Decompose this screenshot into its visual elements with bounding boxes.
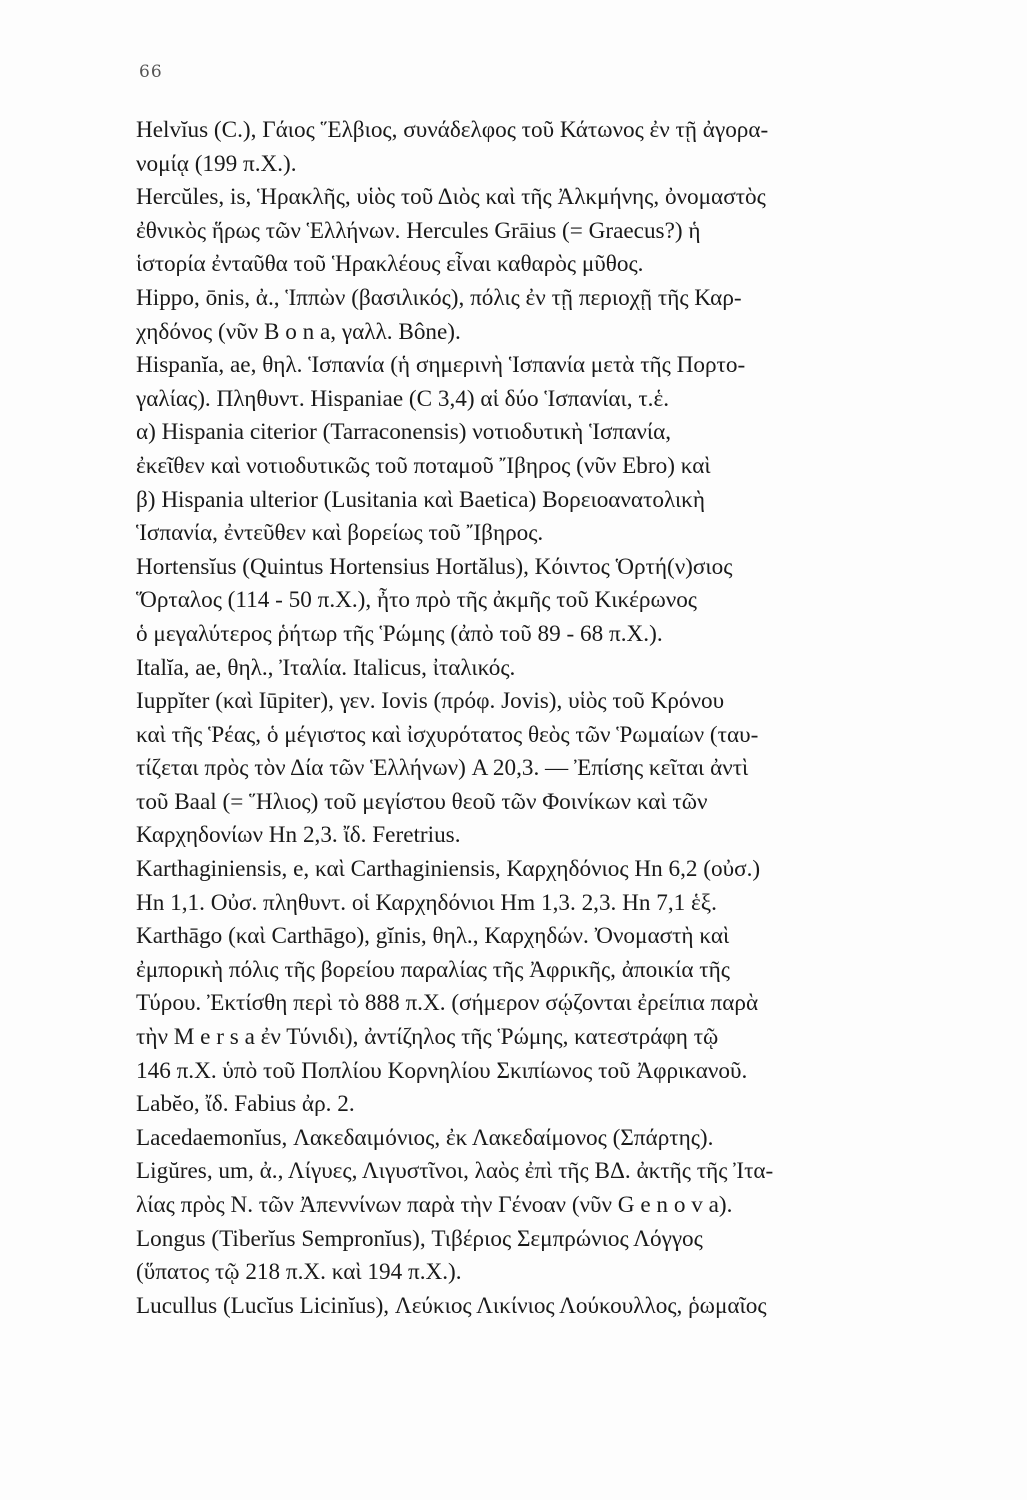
- entry-headword-line: Helvĭus (C.), Γάιος Ἕλβιος, συνάδελφος τοῦ Κάτωνος ἐν τῇ ἀγορα-: [136, 117, 769, 143]
- entry-headword-line: Lucullus (Lucĭus Licinĭus), Λεύκιος Λικίνιος Λούκουλλος, ῥωμαῖος: [136, 1292, 767, 1319]
- dictionary-entry: [136, 920, 966, 1088]
- dictionary-entry: [136, 1290, 966, 1324]
- entry-continuation-line: Τύρου. Ἐκτίσθη περὶ τὸ 888 π.Χ. (σήμερον σῴζονται ἐρείπια παρὰ: [136, 990, 759, 1017]
- dictionary-entry: [136, 349, 966, 551]
- entry-headword-line: Italĭa, ae, θηλ., Ἰταλία. Italicus, ἰταλικός.: [136, 654, 516, 681]
- dictionary-entry: [136, 1088, 966, 1122]
- entry-headword-line: Hercŭles, is, Ἡρακλῆς, υἱὸς τοῦ Διὸς καὶ τῆς Ἀλκμήνης, ὀνομαστὸς: [136, 184, 766, 211]
- entry-headword-line: Hippo, ōnis, ἀ., Ἱππὼν (βασιλικός), πόλις ἐν τῇ περιοχῇ τῆς Καρ-: [136, 284, 742, 311]
- entry-continuation-line: ἐθνικὸς ἥρως τῶν Ἑλλήνων. Hercules Grāius (= Graecus?) ἡ: [136, 217, 701, 244]
- dictionary-entry: [136, 114, 966, 181]
- entry-headword-line: Hortensĭus (Quintus Hortensius Hortălus), Κόιντος Ὁρτή(ν)σιος: [136, 553, 733, 580]
- dictionary-entry: [136, 853, 966, 920]
- entry-continuation-line: τὴν M e r s a ἐν Τύνιδι), ἀντίζηλος τῆς Ῥώμης, κατεστράφη τῷ: [136, 1024, 719, 1051]
- entry-continuation-line: Καρχηδονίων Hn 2,3. ἴδ. Feretrius.: [136, 822, 461, 849]
- entry-continuation-line: χηδόνος (νῦν B o n a, γαλλ. Bône).: [136, 318, 461, 345]
- dictionary-entry: [136, 1223, 966, 1290]
- entry-headword-line: Ligŭres, um, ἀ., Λίγυες, Λιγυστῖνοι, λαὸς ἐπὶ τῆς ΒΔ. ἀκτῆς τῆς Ἰτα-: [136, 1158, 774, 1185]
- entry-continuation-line: Ἱσπανία, ἐντεῦθεν καὶ βορείως τοῦ Ἴβηρος.: [136, 520, 544, 547]
- dictionary-entry: [136, 181, 966, 282]
- entry-continuation-line: νομίᾳ (199 π.Χ.).: [136, 150, 297, 177]
- entry-continuation-line: γαλίας). Πληθυντ. Hispaniae (C 3,4) αἱ δύο Ἱσπανίαι, τ.ἑ.: [136, 385, 670, 412]
- dictionary-entry: [136, 551, 966, 652]
- entry-continuation-line: ὁ μεγαλύτερος ῥήτωρ τῆς Ῥώμης (ἀπὸ τοῦ 89 - 68 π.Χ.).: [136, 620, 663, 647]
- entry-continuation-line: καὶ τῆς Ῥέας, ὁ μέγιστος καὶ ἰσχυρότατος θεὸς τῶν Ῥωμαίων (ταυ-: [136, 721, 759, 748]
- entry-headword-line: Longus (Tiberĭus Sempronĭus), Τιβέριος Σεμπρώνιος Λόγγος: [136, 1225, 703, 1252]
- entry-headword-line: Karthaginiensis, e, καὶ Carthaginiensis, Καρχηδόνιος Hn 6,2 (οὐσ.): [136, 856, 761, 883]
- entry-headword-line: Labĕo, ἴδ. Fabius ἀρ. 2.: [136, 1091, 355, 1118]
- entry-continuation-line: α) Hispania citerior (Tarraconensis) νοτιοδυτικὴ Ἱσπανία,: [136, 419, 672, 446]
- dictionary-entry: [136, 1122, 966, 1156]
- entry-continuation-line: τοῦ Baal (= Ἥλιος) τοῦ μεγίστου θεοῦ τῶν Φοινίκων καὶ τῶν: [136, 788, 708, 815]
- entry-continuation-line: λίας πρὸς Ν. τῶν Ἀπεννίνων παρὰ τὴν Γένοαν (νῦν G e n o v a).: [136, 1192, 733, 1218]
- entry-continuation-line: 146 π.Χ. ὑπὸ τοῦ Ποπλίου Κορνηλίου Σκιπίωνος τοῦ Ἀφρικανοῦ.: [136, 1057, 748, 1084]
- entry-continuation-line: ἐκεῖθεν καὶ νοτιοδυτικῶς τοῦ ποταμοῦ Ἴβηρος (νῦν Ebro) καὶ: [136, 452, 711, 479]
- entry-continuation-line: ἱστορία ἐνταῦθα τοῦ Ἡρακλέους εἶναι καθαρὸς μῦθος.: [136, 251, 644, 278]
- dictionary-entry: [136, 282, 966, 349]
- page-number: 66: [139, 62, 163, 82]
- entry-headword-line: Iuppĭter (καὶ Iūpiter), γεν. Iovis (πρόφ. Jovis), υἱὸς τοῦ Κρόνου: [136, 688, 725, 715]
- entry-headword-line: Hispanĭa, ae, θηλ. Ἱσπανία (ἡ σημερινὴ Ἱσπανία μετὰ τῆς Πορτο-: [136, 352, 746, 379]
- entry-headword-line: Lacedaemonĭus, Λακεδαιμόνιος, ἐκ Λακεδαίμονος (Σπάρτης).: [136, 1124, 714, 1151]
- entry-headword-line: Karthāgo (καὶ Carthāgo), gĭnis, θηλ., Καρχηδών. Ὀνομαστὴ καὶ: [136, 923, 730, 950]
- entry-continuation-line: ἐμπορικὴ πόλις τῆς βορείου παραλίας τῆς Ἀφρικῆς, ἀποικία τῆς: [136, 956, 730, 983]
- dictionary-entry: [136, 652, 966, 686]
- dictionary-entry: [136, 1155, 966, 1222]
- entry-continuation-line: τίζεται πρὸς τὸν Δία τῶν Ἑλλήνων) A 20,3. — Ἐπίσης κεῖται ἀντὶ: [136, 755, 749, 782]
- entry-continuation-line: Ὅρταλος (114 - 50 π.Χ.), ἦτο πρὸ τῆς ἀκμῆς τοῦ Κικέρωνος: [136, 587, 697, 614]
- dictionary-entries: [136, 114, 966, 1323]
- entry-continuation-line: β) Hispania ulterior (Lusitania καὶ Baetica) Βορειοανατολικὴ: [136, 486, 705, 513]
- dictionary-entry: [136, 685, 966, 853]
- entry-continuation-line: (ὕπατος τῷ 218 π.Χ. καὶ 194 π.Χ.).: [136, 1259, 462, 1286]
- entry-continuation-line: Hn 1,1. Οὐσ. πληθυντ. οἱ Καρχηδόνιοι Hm 1,3. 2,3. Hn 7,1 ἑξ.: [136, 889, 717, 916]
